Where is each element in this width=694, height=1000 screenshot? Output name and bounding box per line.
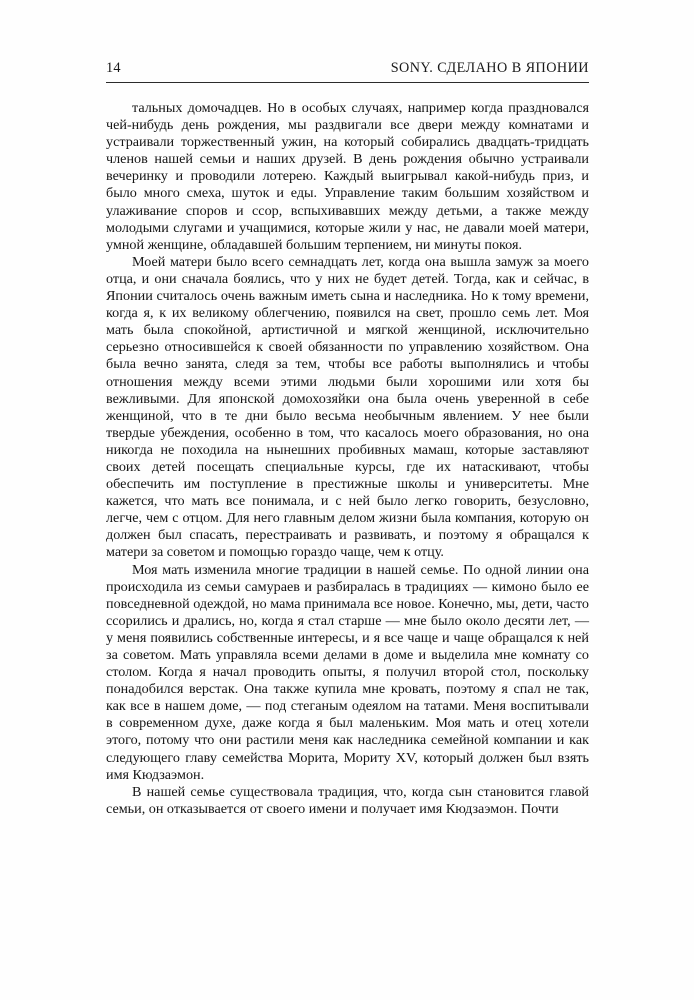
page-number: 14 — [106, 60, 121, 76]
header-divider-rule — [106, 82, 589, 83]
page-content — [106, 60, 589, 818]
paragraph-1: тальных домочадцев. Но в особых случаях, например когда праздновался чей-нибудь день рождения, мы раздвигали все двери между комнатами и устраивали торжественный ужин, на который собирались двадцать-тридцать членов нашей семьи и наших друзей. В день рождения обычно устраивали вечеринку и проводили лотерею. Каждый выигрывал какой-нибудь приз, и было много смеха, шуток и еды. Управление таким большим хозяйством и улаживание споров и ссор, вспыхивавших между детьми, а также между молодыми слугами и учащимися, которые жили у нас, не давали моей матери, умной женщине, обладавшей большим терпением, ни минуты покоя. — [106, 100, 589, 253]
paragraph-3: Моя мать изменила многие традиции в нашей семье. По одной линии она происходила из семьи самураев и разбиралась в традициях — кимоно было ее повседневной одеждой, но мама принимала все новое. Конечно, мы, дети, часто ссорились и дрались, но, когда я стал старше — мне было около десяти лет, — у меня появились собственные интересы, и я все чаще и чаще обращался к ней за советом. Мать управляла всеми делами в доме и выделила мне комнату со столом. Когда я начал проводить опыты, я получил второй стол, поскольку понадобился верстак. Она также купила мне кровать, поэтому я спал не так, как все в нашем доме, — под стеганым одеялом на татами. Меня воспитывали в современном духе, даже когда я был маленьким. Моя мать и отец хотели этого, потому что они растили меня как наследника семейной компании и как следующего главу семейства Морита, Мориту XV, который должен был взять имя Кюдзаэмон. — [106, 561, 589, 783]
running-head — [106, 60, 589, 82]
paragraph-4: В нашей семье существовала традиция, что, когда сын становится главой семьи, он отказывается от своего имени и получает имя Кюдзаэмон. Почти — [106, 783, 589, 817]
paragraph-2: Моей матери было всего семнадцать лет, когда она вышла замуж за моего отца, и они сначала боялись, что у них не будет детей. Тогда, как и сейчас, в Японии считалось очень важным иметь сына и наследника. Но к тому времени, когда я, к их великому облегчению, появился на свет, прошло семь лет. Моя мать была спокойной, артистичной и мягкой женщиной, исключительно серьезно относившейся к своей обязанности по управлению хозяйством. Она была вечно занята, следя за тем, чтобы все работы выполнялись и чтобы отношения между всеми этими людьми были хорошими или хотя бы вежливыми. Для японской домохозяйки она была очень уверенной в себе женщиной, что в те дни было весьма необычным явлением. У нее были твердые убеждения, особенно в том, что касалось моего образования, но она никогда не походила на нынешних пробивных мамаш, которые заставляют своих детей посещать специальные курсы, где их натаскивают, чтобы обеспечить им поступление в престижные школы и университеты. Мне кажется, что мать все понимала, и с ней было легко говорить, безусловно, легче, чем с отцом. Для него главным делом жизни была компания, которую он должен был спасать, перестраивать и развивать, и поэтому я обращался к матери за советом и помощью гораздо чаще, чем к отцу. — [106, 253, 589, 561]
book-title-header: SONY. СДЕЛАНО В ЯПОНИИ — [390, 60, 589, 76]
body-text — [106, 100, 589, 818]
